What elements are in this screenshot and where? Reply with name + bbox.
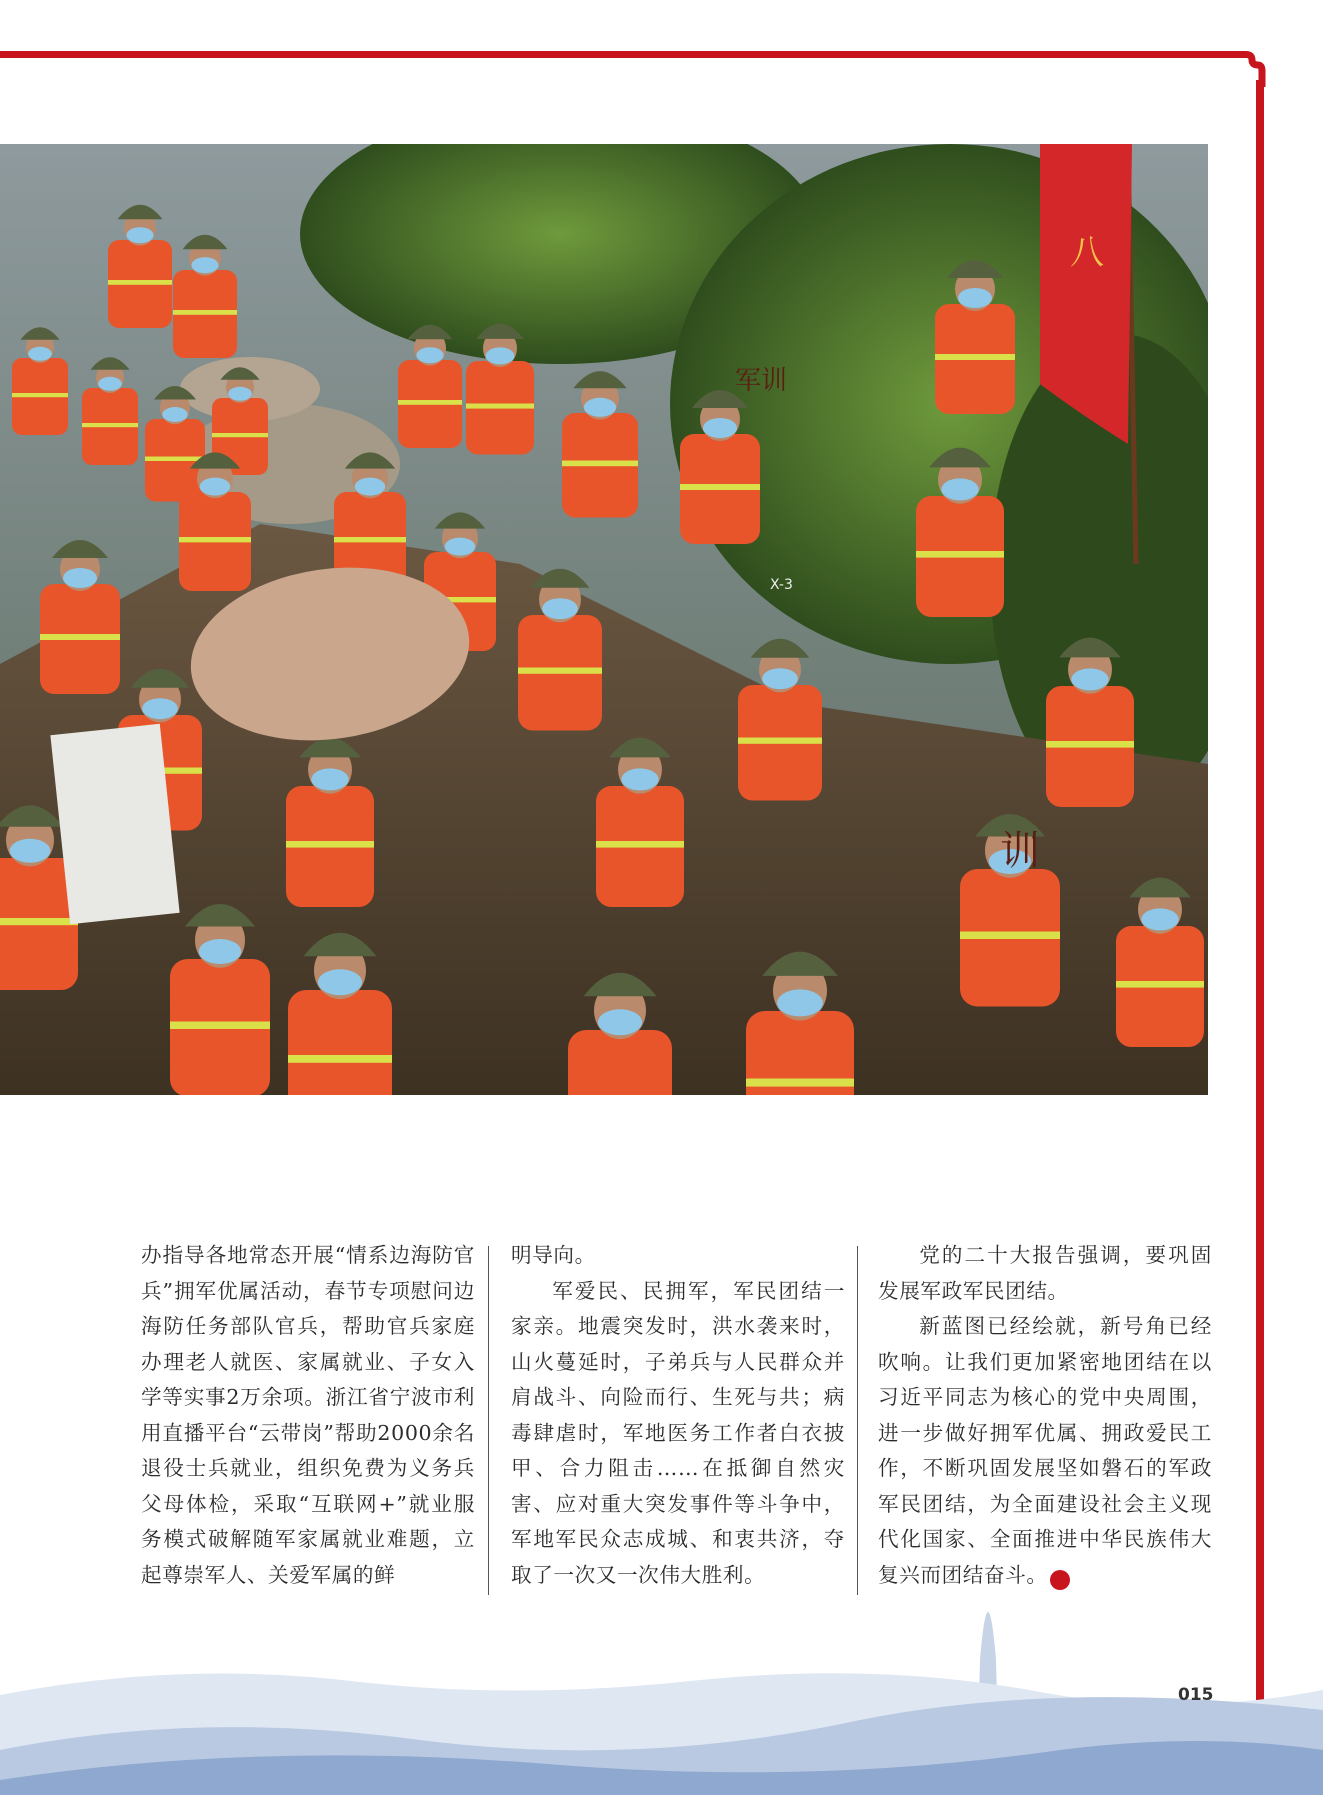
- column-divider: [488, 1246, 489, 1595]
- photo-vest-label: X-3: [770, 577, 793, 593]
- paragraph: 军爱民、民拥军，军民团结一家亲。地震突发时，洪水袭来时，山火蔓延时，子弟兵与人民群众并肩战斗、向险而行、生死与共；病毒肆虐时，军地医务工作者白衣披甲、合力阻击……在抵御自然灾害、应对重大突发事件等斗争中，军地军民众志成城、和衷共济，夺取了一次又一次伟大胜利。: [511, 1278, 845, 1587]
- svg-text:八: 八: [1070, 233, 1104, 273]
- photo-soldiers-flood-rescue: [0, 144, 1208, 1095]
- frame-right-border: [1256, 80, 1264, 1700]
- article-column-2: [511, 1238, 845, 1593]
- photo-vest-label: 训: [1000, 828, 1040, 874]
- photo-vest-label: 军训: [735, 366, 788, 396]
- paragraph-final: [878, 1309, 1212, 1593]
- paragraph-text: 新蓝图已经绘就，新号角已经吹响。让我们更加紧密地团结在以习近平同志为核心的党中央周围，进一步做好拥军优属、拥政爱民工作，不断巩固发展坚如磐石的军政军民团结，为全面建设社会主义现代化国家、全面推进中华民族伟大复兴而团结奋斗。: [878, 1314, 1212, 1587]
- decorative-waves: [0, 1600, 1323, 1795]
- article-end-mark-icon: N: [1050, 1570, 1070, 1590]
- article-column-1: [141, 1238, 475, 1593]
- page-number: 015: [1178, 1685, 1214, 1705]
- frame-top-border: [0, 51, 1240, 58]
- paragraph: 办指导各地常态开展“情系边海防官兵”拥军优属活动，春节专项慰问边海防任务部队官兵，帮助官兵家庭办理老人就医、家属就业、子女入学等实事2万余项。浙江省宁波市利用直播平台“云带岗”帮助2000余名退役士兵就业，组织免费为义务兵父母体检，采取“互联网+”就业服务模式破解随军家属就业难题，立起尊崇军人、关爱军属的鲜: [141, 1243, 475, 1587]
- article-column-3: [878, 1238, 1212, 1593]
- paragraph: 党的二十大报告强调，要巩固发展军政军民团结。: [878, 1243, 1212, 1303]
- column-divider: [857, 1246, 858, 1595]
- paragraph: 明导向。: [511, 1243, 596, 1267]
